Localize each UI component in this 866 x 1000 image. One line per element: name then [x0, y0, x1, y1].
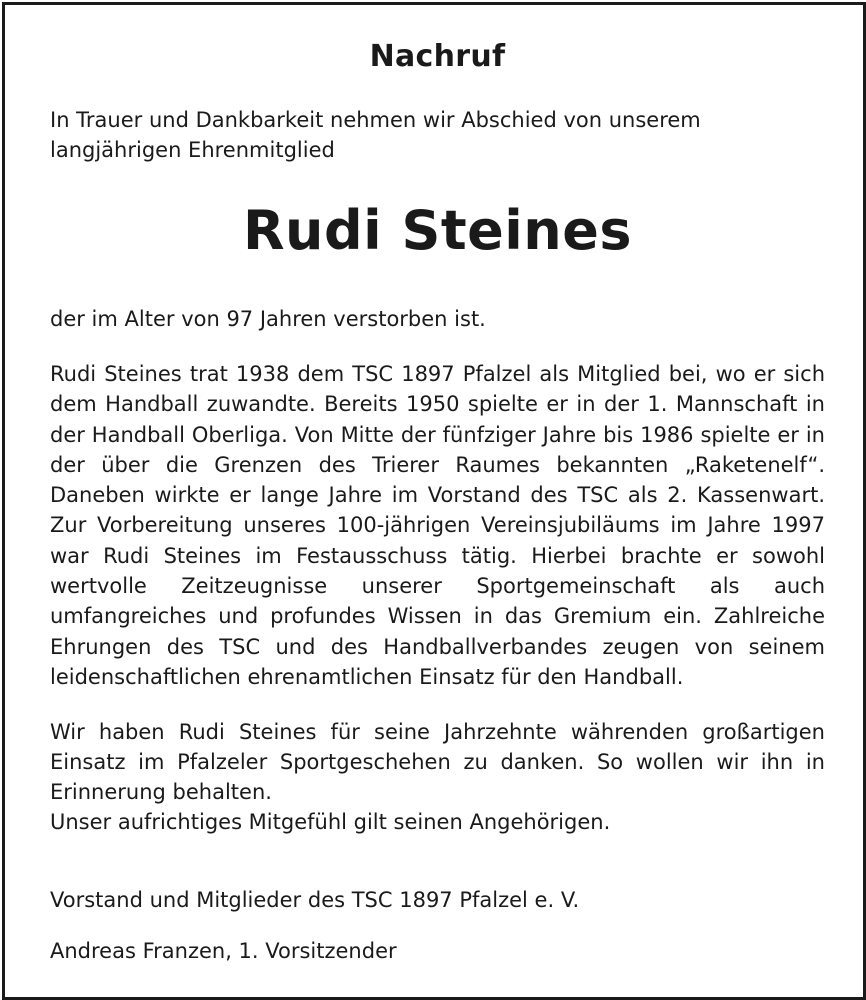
condolence-line: Unser aufrichtiges Mitgefühl gilt seinen Angehörigen.: [50, 810, 611, 834]
intro-text: In Trauer und Dankbarkeit nehmen wir Abschied von unserem langjährigen Ehrenmitglied: [50, 108, 701, 162]
obituary-heading: Nachruf: [369, 39, 506, 74]
thanks-block: [50, 717, 825, 837]
obituary-frame: [2, 2, 866, 1000]
age-line: der im Alter von 97 Jahren verstorben ist.: [50, 307, 486, 331]
biography-paragraph: Rudi Steines trat 1938 dem TSC 1897 Pfalzel als Mitglied bei, wo er sich dem Handball zuwandte. Bereits 1950 spielte er in der 1. Mannschaft in der Handball Oberliga. Von Mitte der fünfziger Jahre bis 1986 spielte er in der über die Grenzen des Trierer Raumes bekannten „Raketenelf“. Daneben wirkte er lange Jahre im Vorstand des TSC als 2. Kassenwart. Zur Vorbereitung unseres 100-jährigen Vereinsjubiläums im Jahre 1997 war Rudi Steines im Festausschuss tätig. Hierbei brachte er sowohl wertvolle Zeitzeugnisse unserer Sportgemeinschaft als auch umfangreiches und profundes Wissen in das Gremium ein. Zahlreiche Ehrungen des TSC und des Handballverbandes zeugen von seinem leidenschaftlichen ehrenamtlichen Einsatz für den Handball.: [50, 362, 825, 689]
signature-line: Vorstand und Mitglieder des TSC 1897 Pfalzel e. V.: [50, 888, 580, 912]
deceased-name: Rudi Steines: [242, 199, 633, 262]
thanks-paragraph: Wir haben Rudi Steines für seine Jahrzehnte währenden großartigen Einsatz im Pfalzeler Sportgeschehen zu danken. So wollen wir ihn in Erinnerung behalten.: [50, 720, 825, 804]
chairman-line: Andreas Franzen, 1. Vorsitzender: [50, 939, 397, 963]
